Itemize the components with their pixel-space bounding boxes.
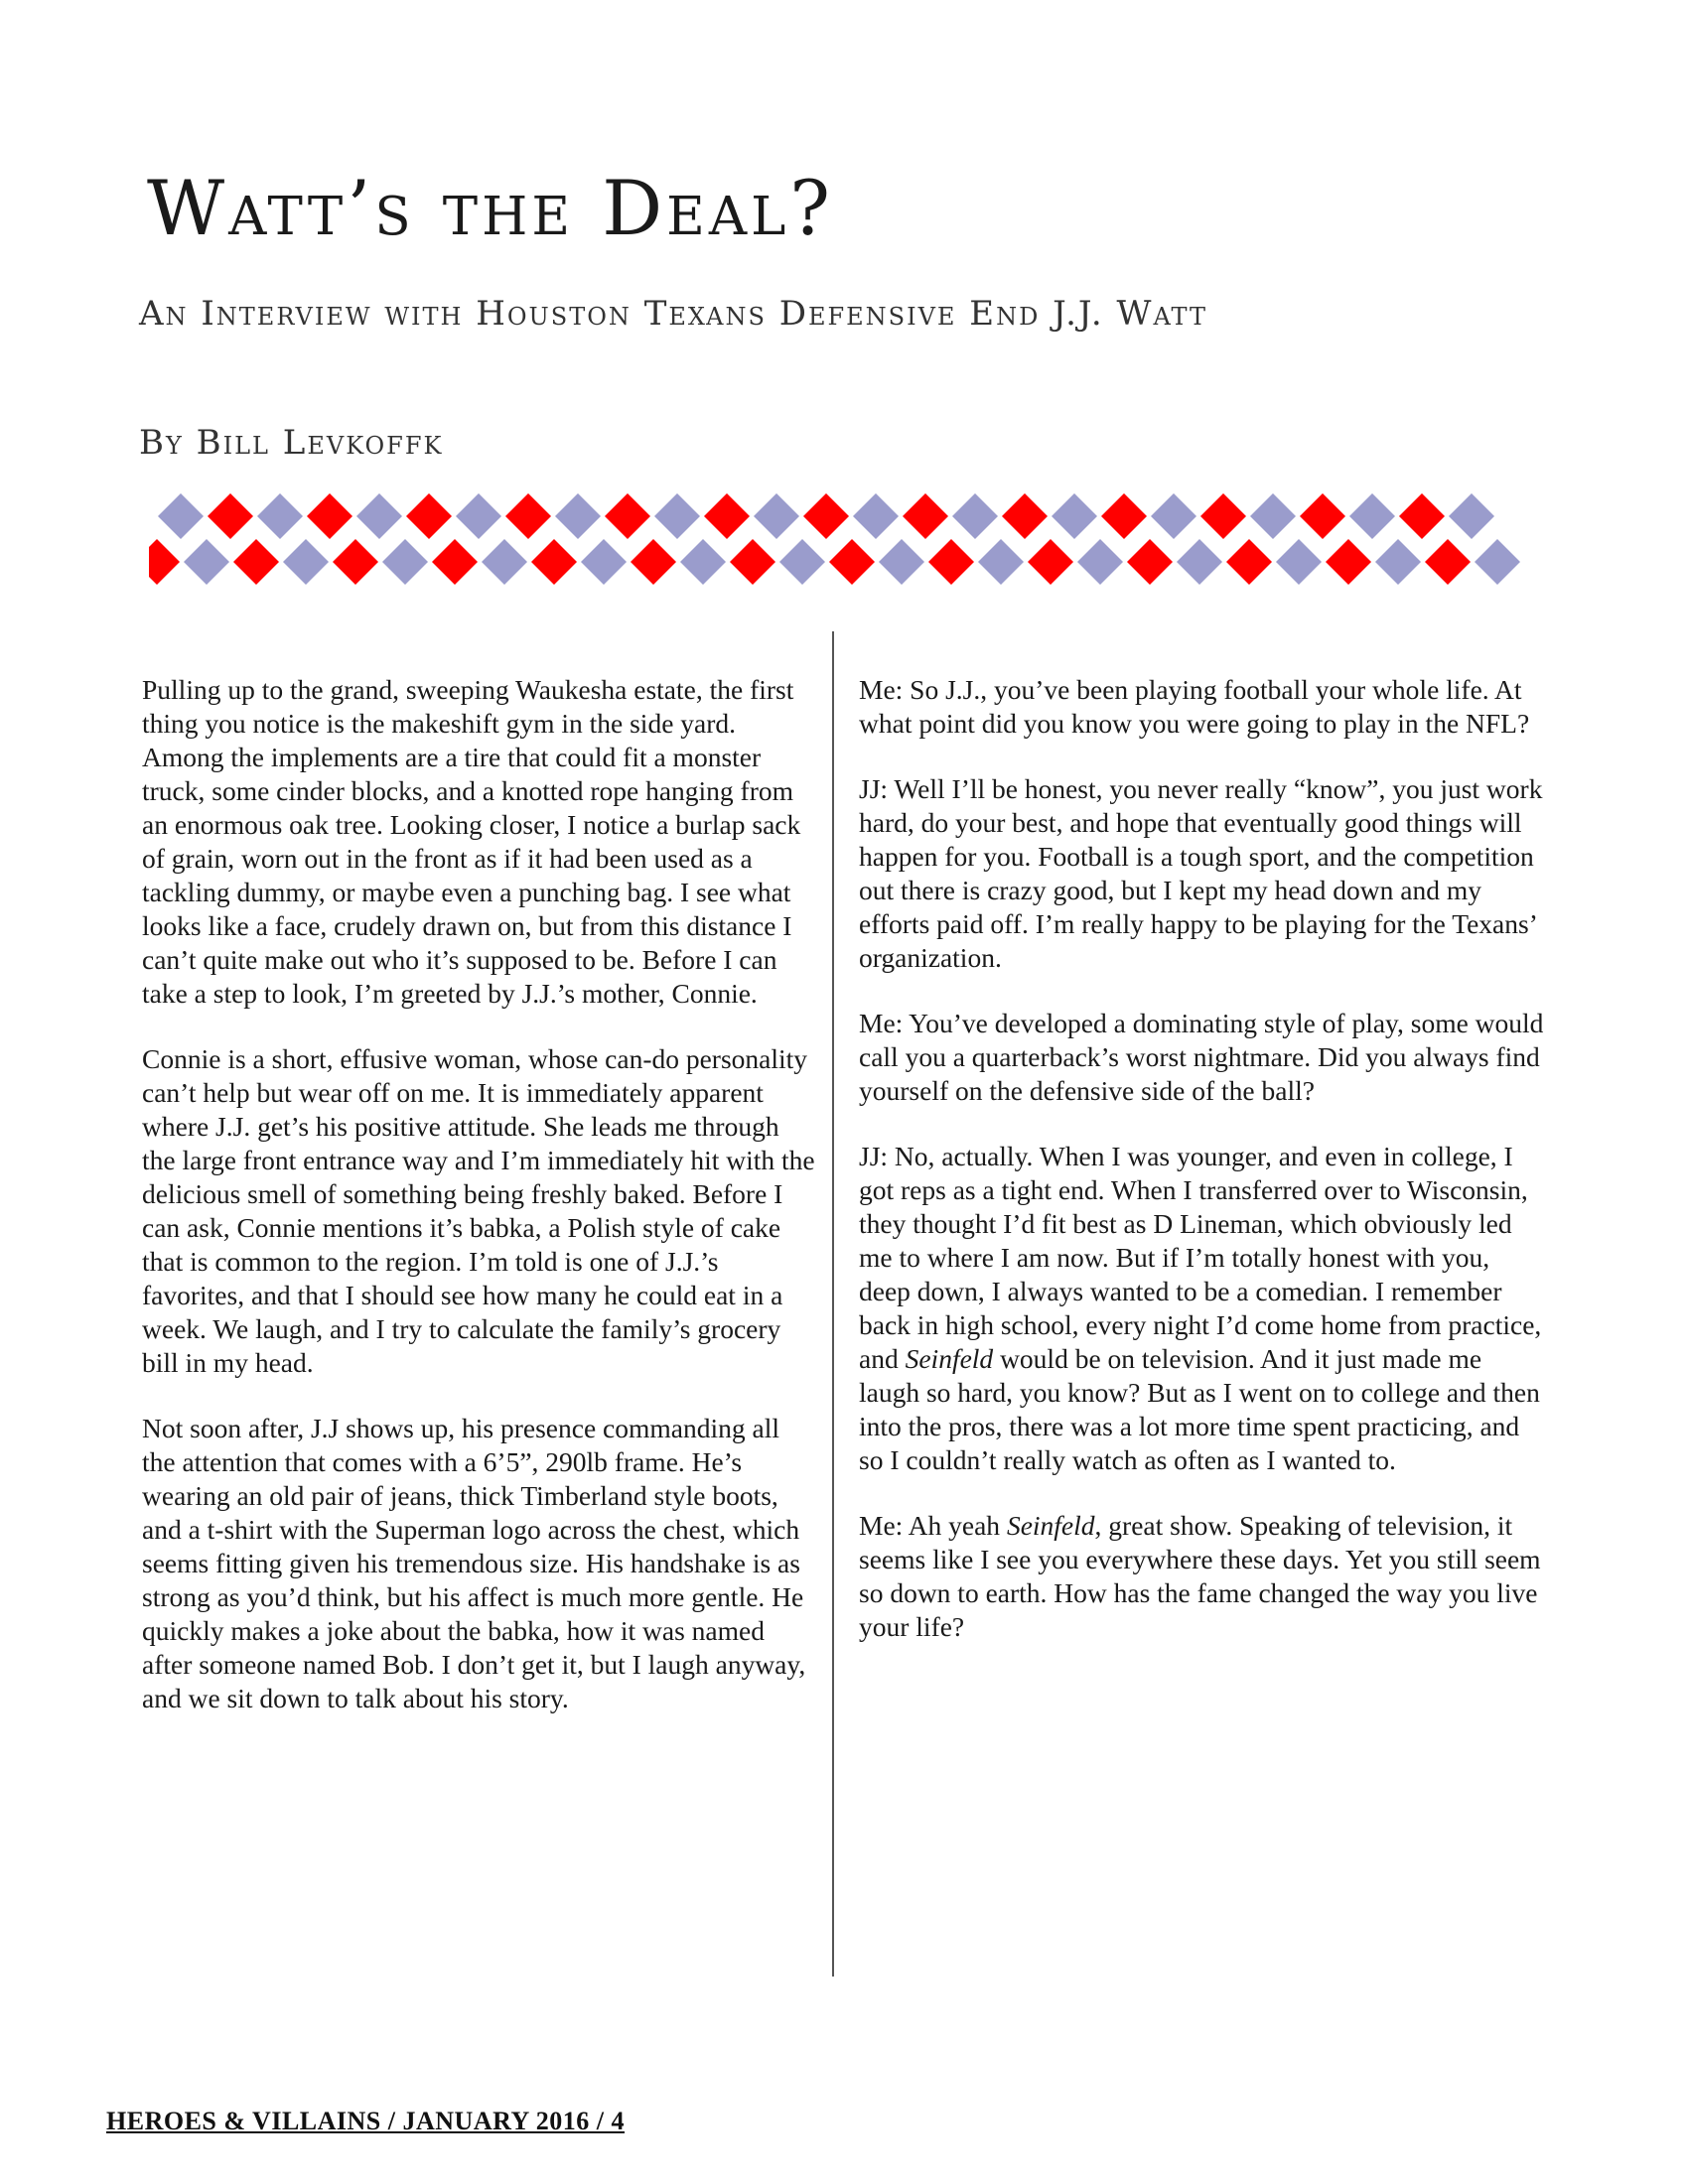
diamond-shape — [456, 493, 501, 539]
question-3 — [859, 1509, 1544, 1644]
diamond-shape — [233, 539, 279, 585]
left-column — [142, 673, 817, 1747]
diamond-shape — [1475, 539, 1520, 585]
diamond-shape — [1375, 539, 1421, 585]
diamond-shape — [1151, 493, 1196, 539]
diamond-shape — [184, 539, 229, 585]
answer-1: JJ: Well I’ll be honest, you never really “know”, you just work hard, do your best, and hope that eventually good things will happen for you. Football is a tough sport, and the competition out there is crazy good, but I kept my head down and my efforts paid off. I’m really happy to be playing for the Texans’ organization. — [859, 773, 1543, 973]
answer-2 — [859, 1140, 1544, 1477]
answer-2-text-start: JJ: No, actually. When I was younger, and even in college, I got reps as a tight end. When I transferred over to Wisconsin, they thought I’d fit best as D Lineman, which obviously led me to where I am now. But if I’m totally honest with you, deep down, I always wanted to be a comedian. I remember back in high school, every night I’d come home from practice, and — [859, 1141, 1542, 1374]
diamond-shape — [432, 539, 478, 585]
diamond-shape — [928, 539, 974, 585]
diamond-shape — [149, 539, 180, 585]
answer-2-text-end: would be on television. And it just made me laugh so hard, you know? But as I went on to college and then into the pros, there was a lot more time spent practicing, and so I couldn’t really watch as often as I wanted to. — [859, 1343, 1540, 1475]
diamond-shape — [605, 493, 650, 539]
right-column — [859, 673, 1544, 1676]
diamond-shape — [356, 493, 402, 539]
diamond-shape — [704, 493, 750, 539]
diamond-shape — [406, 493, 452, 539]
diamond-shape — [754, 493, 799, 539]
question-3-text-end: , great show. Speaking of television, it seems like I see you everywhere these days. Yet you still seem so down to earth. How has the fame changed the way you live your life? — [859, 1510, 1541, 1642]
diamond-shape — [730, 539, 775, 585]
diamond-shape — [382, 539, 428, 585]
diamond-shape — [581, 539, 627, 585]
diamond-shape — [1002, 493, 1048, 539]
arrival-paragraph: Not soon after, J.J shows up, his presence commanding all the attention that comes with a 6’5”, 290lb frame. He’s wearing an old pair of jeans, thick Timberland style boots, and a t-shirt with the Superman logo across the chest, which seems fitting given his tremendous size. His handshake is as strong as you’d think, but his affect is much more gentle. He quickly makes a joke about the babka, how it was named after someone named Bob. I don’t get it, but I laugh anyway, and we sit down to talk about his story. — [142, 1413, 806, 1713]
question-3-show-title: Seinfeld — [1006, 1510, 1095, 1541]
diamond-shape — [803, 493, 849, 539]
article-title: Watt’s the Deal? — [147, 164, 835, 252]
diamond-shape — [1028, 539, 1073, 585]
diamond-shape — [1425, 539, 1471, 585]
diamond-shape — [505, 493, 551, 539]
diamond-shape — [208, 493, 253, 539]
answer-2-show-title: Seinfeld — [905, 1343, 994, 1374]
diamond-shape — [952, 493, 998, 539]
diamond-shape — [158, 493, 204, 539]
diamond-shape — [1399, 493, 1445, 539]
diamond-shape — [1101, 493, 1147, 539]
intro-paragraph: Pulling up to the grand, sweeping Waukesha estate, the first thing you notice is the makeshift gym in the side yard. Among the implements are a tire that could fit a monster truck, some cinder blocks, and a knotted rope hanging from an enormous oak tree. Looking closer, I notice a burlap sack of grain, worn out in the front as if it had been used as a tackling dummy, or maybe even a punching bag. I see what looks like a face, crudely drawn on, but from this distance I can’t quite make out who it’s supposed to be. Before I can take a step to look, I’m greeted by J.J.’s mother, Connie. — [142, 674, 801, 1009]
connie-paragraph: Connie is a short, effusive woman, whose can-do personality can’t help but wear off on me. It is immediately apparent where J.J. get’s his positive attitude. She leads me through the large front entrance way and I’m immediately hit with the delicious smell of something being freshly baked. Before I can ask, Connie mentions it’s babka, a Polish style of cake that is common to the region. I’m told is one of J.J.’s favorites, and that I should see how many he could eat in a week. We laugh, and I try to calculate the family’s grocery bill in my head. — [142, 1043, 815, 1378]
diamond-shape — [531, 539, 577, 585]
diamond-shape — [1177, 539, 1222, 585]
diamond-shape — [1052, 493, 1097, 539]
diamond-shape — [482, 539, 527, 585]
diamond-shape — [853, 493, 899, 539]
diamond-shape — [680, 539, 726, 585]
diamond-shape — [631, 539, 676, 585]
diamond-shape — [779, 539, 825, 585]
column-divider — [832, 631, 834, 1977]
diamond-shape — [1449, 493, 1494, 539]
diamond-shape — [1276, 539, 1322, 585]
diamond-shape — [333, 539, 378, 585]
diamond-shape — [903, 493, 948, 539]
diamond-shape — [829, 539, 875, 585]
diamond-shape — [1250, 493, 1296, 539]
diamond-shape — [1226, 539, 1272, 585]
diamond-shape — [555, 493, 601, 539]
diamond-shape — [1326, 539, 1371, 585]
diamond-shape — [1300, 493, 1345, 539]
article-subtitle: An Interview with Houston Texans Defensive End J.J. Watt — [139, 294, 1207, 334]
question-3-text-start: Me: Ah yeah — [859, 1510, 1007, 1541]
byline: By Bill Levkoffk — [139, 423, 444, 463]
page-footer: HEROES & VILLAINS / JANUARY 2016 / 4 — [106, 2107, 625, 2135]
diamond-shape — [879, 539, 924, 585]
diamond-shape — [1200, 493, 1246, 539]
question-2: Me: You’ve developed a dominating style of play, some would call you a quarterback’s worst nightmare. Did you always find yourself on the defensive side of the ball? — [859, 1008, 1544, 1106]
diamond-shape — [654, 493, 700, 539]
diamond-shape — [307, 493, 352, 539]
diamond-shape — [1127, 539, 1173, 585]
diamond-shape — [978, 539, 1024, 585]
diamond-shape — [1349, 493, 1395, 539]
diamond-shape — [283, 539, 329, 585]
diamond-shape — [257, 493, 303, 539]
diamond-border-ornament — [149, 486, 1539, 596]
diamond-shape — [1077, 539, 1123, 585]
question-1: Me: So J.J., you’ve been playing football your whole life. At what point did you know you were going to play in the NFL? — [859, 674, 1530, 739]
